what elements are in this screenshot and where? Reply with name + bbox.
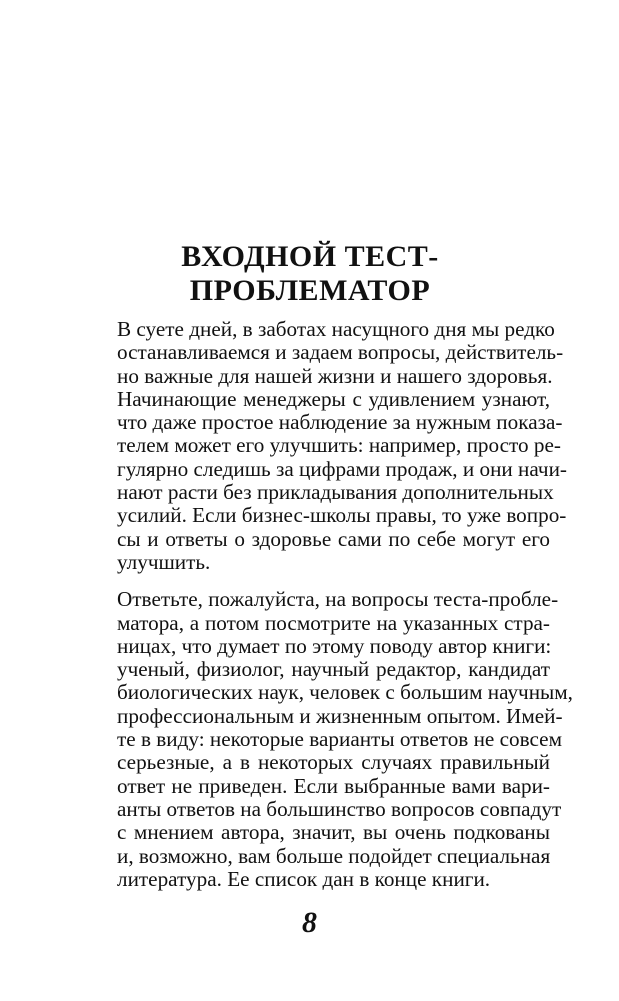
text-line: Ответьте, пожалуйста, на вопросы теста-пробле- bbox=[117, 587, 559, 612]
text-line: улучшить. bbox=[117, 549, 211, 574]
text-line: но важные для нашей жизни и нашего здоровья. bbox=[117, 363, 553, 388]
body-text bbox=[117, 317, 573, 905]
text-line: литература. Ее список дан в конце книги. bbox=[117, 866, 491, 891]
chapter-title-line-1: ВХОДНОЙ ТЕСТ- bbox=[181, 240, 439, 273]
chapter-title bbox=[120, 240, 500, 308]
text-line: серьезные, а в некоторых случаях правильный bbox=[117, 750, 550, 775]
paragraph-1 bbox=[117, 317, 567, 574]
page-number: 8 bbox=[302, 906, 317, 939]
text-line: сы и ответы о здоровье сами по себе могут его bbox=[117, 526, 550, 551]
text-line: биологических наук, человек с большим научным, bbox=[117, 680, 573, 705]
text-line: гулярно следишь за цифрами продаж, и они начи- bbox=[117, 456, 567, 481]
text-line: что даже простое наблюдение за нужным показа- bbox=[117, 410, 563, 435]
text-line: телем может его улучшить: например, просто ре- bbox=[117, 433, 561, 458]
text-line: останавливаемся и задаем вопросы, действитель- bbox=[117, 340, 564, 365]
text-line: матора, а потом посмотрите на указанных стра- bbox=[117, 610, 550, 635]
chapter-title-line-2: ПРОБЛЕМАТОР bbox=[189, 274, 431, 307]
text-line: усилий. Если бизнес-школы правы, то уже вопро- bbox=[117, 503, 567, 528]
text-line: Начинающие менеджеры с удивлением узнают, bbox=[117, 386, 550, 411]
text-line: профессиональным и жизненным опытом. Имей- bbox=[117, 703, 563, 728]
paragraph-2 bbox=[117, 587, 573, 891]
text-line: анты ответов на большинство вопросов совпадут bbox=[117, 796, 562, 821]
text-line: и, возможно, вам больше подойдет специальная bbox=[117, 843, 551, 868]
text-line: с мнением автора, значит, вы очень подкованы bbox=[117, 820, 550, 845]
text-line: ницах, что думает по этому поводу автор книги: bbox=[117, 633, 552, 658]
text-line: нают расти без прикладывания дополнительных bbox=[117, 480, 554, 505]
text-line: ученый, физиолог, научный редактор, кандидат bbox=[117, 657, 550, 682]
text-line: те в виду: некоторые варианты ответов не совсем bbox=[117, 727, 562, 752]
text-line: ответ не приведен. Если выбранные вами вари- bbox=[117, 773, 550, 798]
text-line: В суете дней, в заботах насущного дня мы редко bbox=[117, 317, 555, 341]
